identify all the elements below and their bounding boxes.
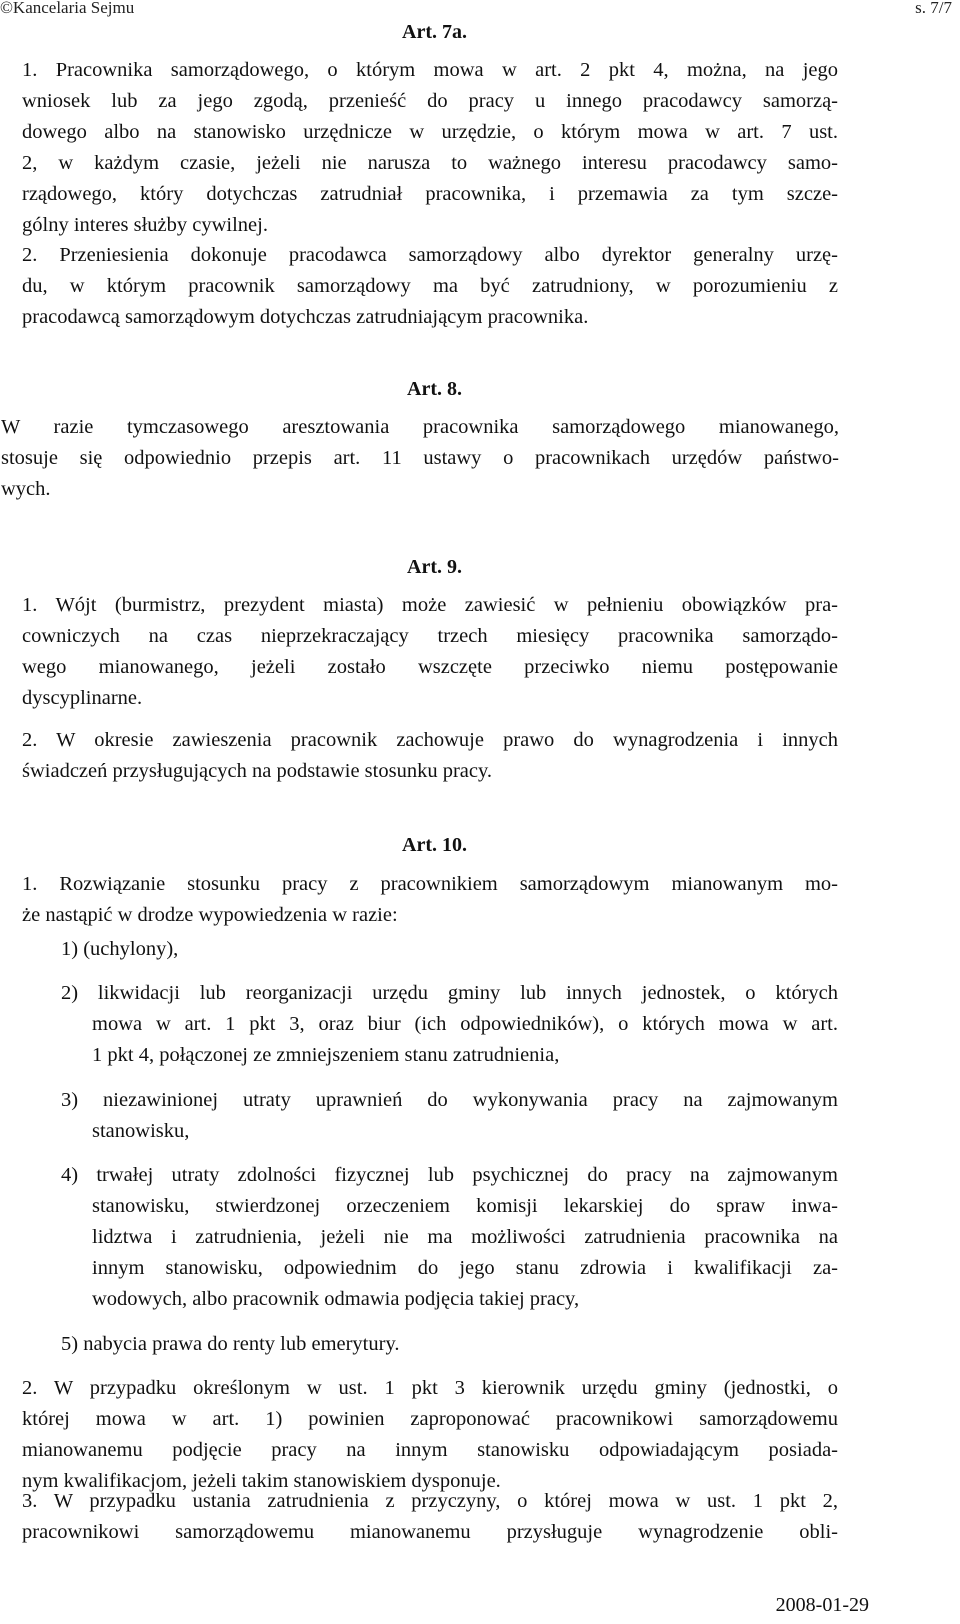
- text-line: 2. W przypadku określonym w ust. 1 pkt 3 kierownik urzędu gminy (jednostki, o: [22, 1377, 838, 1399]
- text-line: 1 pkt 4, połączonej ze zmniejszeniem stanu zatrudnienia,: [92, 1044, 560, 1066]
- text-line: mowa w art. 1 pkt 3, oraz biur (ich odpowiedników), o których mowa w art.: [92, 1013, 838, 1035]
- text-line: mianowanemu podjęcie pracy na innym stanowisku odpowiadającym posiada-: [22, 1439, 838, 1461]
- text-line: rządowego, który dotychczas zatrudniał pracownika, i przemawia za tym szcze-: [22, 183, 838, 205]
- text-line: 2. W okresie zawieszenia pracownik zachowuje prawo do wynagrodzenia i innych: [22, 729, 838, 751]
- text-line: nym kwalifikacjom, jeżeli takim stanowiskiem dysponuje.: [22, 1470, 501, 1492]
- text-line: 3) niezawinionej utraty uprawnień do wykonywania pracy na zajmowanym: [61, 1089, 838, 1111]
- text-line: wego mianowanego, jeżeli zostało wszczęte przeciwko niemu postępowanie: [22, 656, 838, 678]
- art-10-item-2-continuation: [92, 1009, 838, 1071]
- text-line: 1. Rozwiązanie stosunku pracy z pracownikiem samorządowym mianowanym mo-: [22, 873, 838, 895]
- text-line: 2. Przeniesienia dokonuje pracodawca samorządowy albo dyrektor generalny urzę-: [22, 244, 838, 266]
- text-line: stanowisku, stwierdzonej orzeczeniem komisji lekarskiej do spraw inwa-: [92, 1195, 838, 1217]
- text-line: świadczeń przysługujących na podstawie stosunku pracy.: [22, 760, 493, 782]
- text-line: lidztwa i zatrudnienia, jeżeli nie ma możliwości zatrudnienia pracownika na: [92, 1226, 838, 1248]
- text-line: stanowisku,: [92, 1120, 190, 1142]
- text-line: wych.: [1, 478, 51, 500]
- text-line: 4) trwałej utraty zdolności fizycznej lub psychicznej do pracy na zajmowanym: [61, 1164, 838, 1186]
- art-10-item-5: [61, 1329, 561, 1360]
- text-line: gólny interes służby cywilnej.: [22, 214, 268, 236]
- art-9-heading: Art. 9.: [407, 556, 462, 578]
- text-line: cowniczych na czas nieprzekraczający trzech miesięcy pracownika samorządo-: [22, 625, 838, 647]
- art-10-item-2-first-line: [61, 978, 838, 1009]
- text-line: 1. Wójt (burmistrz, prezydent miasta) może zawiesić w pełnieniu obowiązków pra-: [22, 594, 838, 616]
- text-line: pracodawcą samorządowym dotychczas zatrudniającym pracownika.: [22, 306, 589, 328]
- text-line: 1. Pracownika samorządowego, o którym mowa w art. 2 pkt 4, można, na jego: [22, 59, 838, 81]
- footer-date: 2008-01-29: [775, 1594, 869, 1616]
- art-10-paragraph-3: [22, 1486, 838, 1548]
- text-line: 5) nabycia prawa do renty lub emerytury.: [61, 1333, 400, 1355]
- art-7a-heading: Art. 7a.: [402, 21, 467, 43]
- text-line: dyscyplinarne.: [22, 687, 143, 709]
- art-10-item-3-continuation: [92, 1116, 838, 1147]
- text-line: 2) likwidacji lub reorganizacji urzędu gminy lub innych jednostek, o których: [61, 982, 838, 1004]
- art-9-paragraph-2: [22, 725, 838, 787]
- text-line: W razie tymczasowego aresztowania pracownika samorządowego mianowanego,: [1, 416, 839, 438]
- text-line: że nastąpić w drodze wypowiedzenia w razie:: [22, 904, 398, 926]
- art-10-paragraph-2: [22, 1373, 838, 1497]
- text-line: du, w którym pracownik samorządowy ma być zatrudniony, w porozumieniu z: [22, 275, 838, 297]
- text-line: której mowa w art. 1) powinien zaproponować pracownikowi samorządowemu: [22, 1408, 838, 1430]
- text-line: 2, w każdym czasie, jeżeli nie narusza to ważnego interesu pracodawcy samo-: [22, 152, 838, 174]
- text-line: pracownikowi samorządowemu mianowanemu przysługuje wynagrodzenie obli-: [22, 1521, 838, 1543]
- art-8-paragraph-1: [1, 412, 839, 505]
- header-page-number: s. 7/7: [915, 0, 952, 17]
- text-line: wniosek lub za jego zgodą, przenieść do pracy u innego pracodawcy samorzą-: [22, 90, 838, 112]
- art-7a-paragraph-1: [22, 55, 838, 241]
- text-line: 1) (uchylony),: [61, 938, 179, 960]
- art-10-item-4-first-line: [61, 1160, 838, 1191]
- art-10-item-4-continuation: [92, 1191, 838, 1315]
- text-line: wodowych, albo pracownik odmawia podjęcia takiej pracy,: [92, 1288, 580, 1310]
- art-10-heading: Art. 10.: [402, 834, 467, 856]
- text-line: stosuje się odpowiednio przepis art. 11 ustawy o pracownikach urzędów państwo-: [1, 447, 839, 469]
- text-line: innym stanowisku, odpowiednim do jego stanu zdrowia i kwalifikacji za-: [92, 1257, 838, 1279]
- art-9-paragraph-1: [22, 590, 838, 714]
- text-line: dowego albo na stanowisko urzędnicze w urzędzie, o którym mowa w art. 7 ust.: [22, 121, 838, 143]
- art-10-item-1: [61, 934, 361, 965]
- header-publisher: ©Kancelaria Sejmu: [0, 0, 135, 17]
- art-8-heading: Art. 8.: [407, 378, 462, 400]
- art-10-paragraph-1: [22, 869, 838, 931]
- text-line: 3. W przypadku ustania zatrudnienia z przyczyny, o której mowa w ust. 1 pkt 2,: [22, 1490, 838, 1512]
- art-7a-paragraph-2: [22, 240, 838, 333]
- art-10-item-3-first-line: [61, 1085, 838, 1116]
